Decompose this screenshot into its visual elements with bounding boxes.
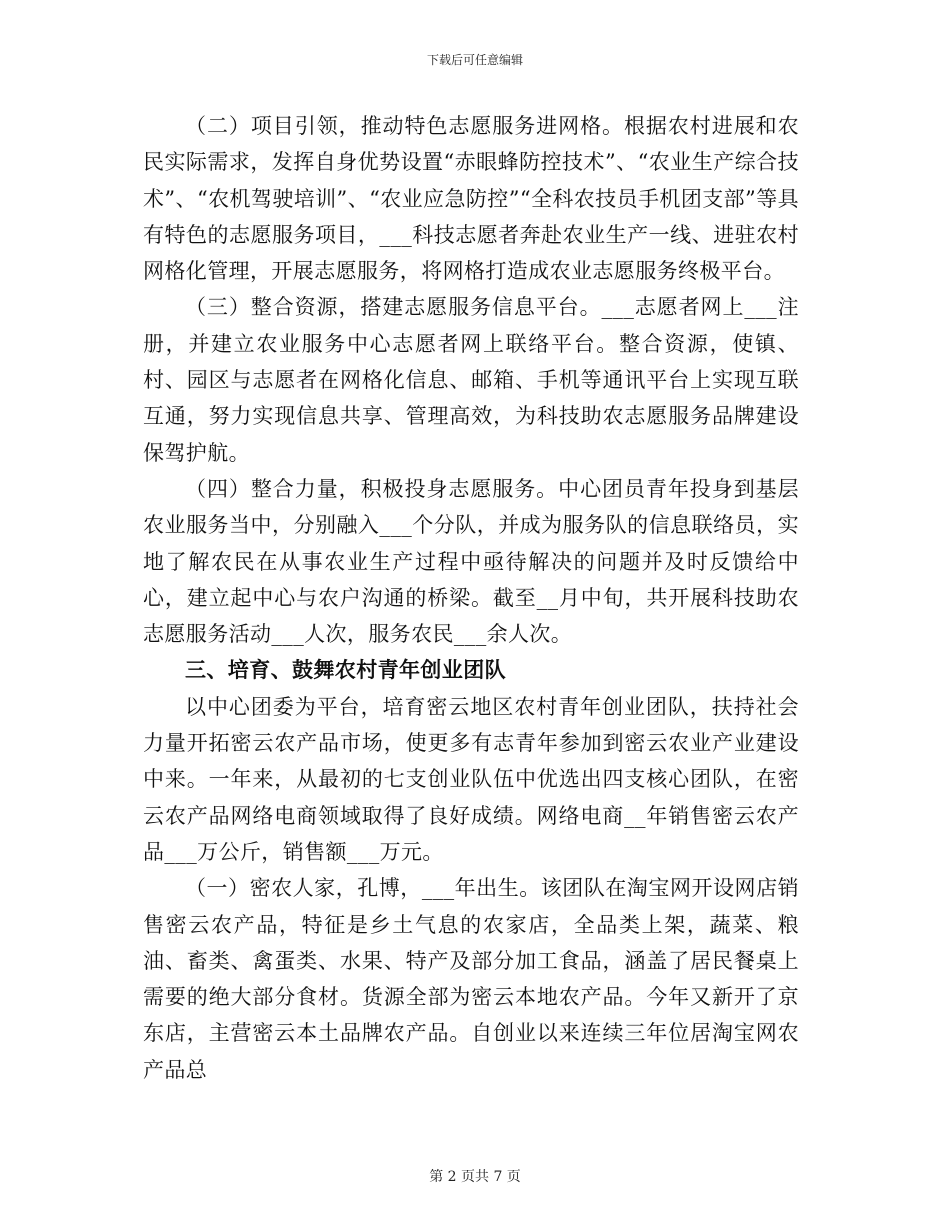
document-body — [143, 108, 799, 1088]
page-footer: 第 2 页共 7 页 — [429, 1169, 521, 1185]
section-heading: 三、培育、鼓舞农村青年创业团队 — [185, 657, 506, 683]
paragraph-project-lead: （二）项目引领，推动特色志愿服务进网格。根据农村进展和农民实际需求，发挥自身优势设置“赤眼蜂防控技术”、“农业生产综合技术”、“农机驾驶培训”、“农业应急防控”“全科农技员手机团支部”等具有特色的志愿服务项目，___科技志愿者奔赴农业生产一线、进驻农村网格化管理，开展志愿服务，将网格打造成农业志愿服务终极平台。 — [143, 114, 799, 284]
paragraph-integrate-forces: （四）整合力量，积极投身志愿服务。中心团员青年投身到基层农业服务当中，分别融入___个分队，并成为服务队的信息联络员，实地了解农民在从事农业生产过程中亟待解决的问题并及时反馈给中心，建立起中心与农户沟通的桥梁。截至__月中旬，共开展科技助农志愿服务活动___人次，服务农民___余人次。 — [143, 476, 799, 647]
page-header: 下载后可任意编辑 — [426, 53, 523, 67]
paragraph-integrate-resources: （三）整合资源，搭建志愿服务信息平台。___志愿者网上___注册，并建立农业服务中心志愿者网上联络平台。整合资源，使镇、村、园区与志愿者在网格化信息、邮箱、手机等通讯平台上实现互联互通，努力实现信息共享、管理高效，为科技助农志愿服务品牌建设保驾护航。 — [143, 295, 799, 465]
paragraph-minong-renjia: （一）密农人家，孔博，___年出生。该团队在淘宝网开设网店销售密云农产品，特征是乡土气息的农家店，全品类上架，蔬菜、粮油、畜类、禽蛋类、水果、特产及部分加工食品，涵盖了居民餐桌上需要的绝大部分食材。货源全部为密云本地农产品。今年又新开了京东店，主营密云本土品牌农产品。自创业以来连续三年位居淘宝网农产品总 — [143, 876, 799, 1082]
paragraph-youth-startup: 以中心团委为平台，培育密云地区农村青年创业团队，扶持社会力量开拓密云农产品市场，使更多有志青年参加到密云农业产业建设中来。一年来，从最初的七支创业队伍中优选出四支核心团队，在密云农产品网络电商领域取得了良好成绩。网络电商__年销售密云农产品___万公斤，销售额___万元。 — [143, 694, 799, 864]
